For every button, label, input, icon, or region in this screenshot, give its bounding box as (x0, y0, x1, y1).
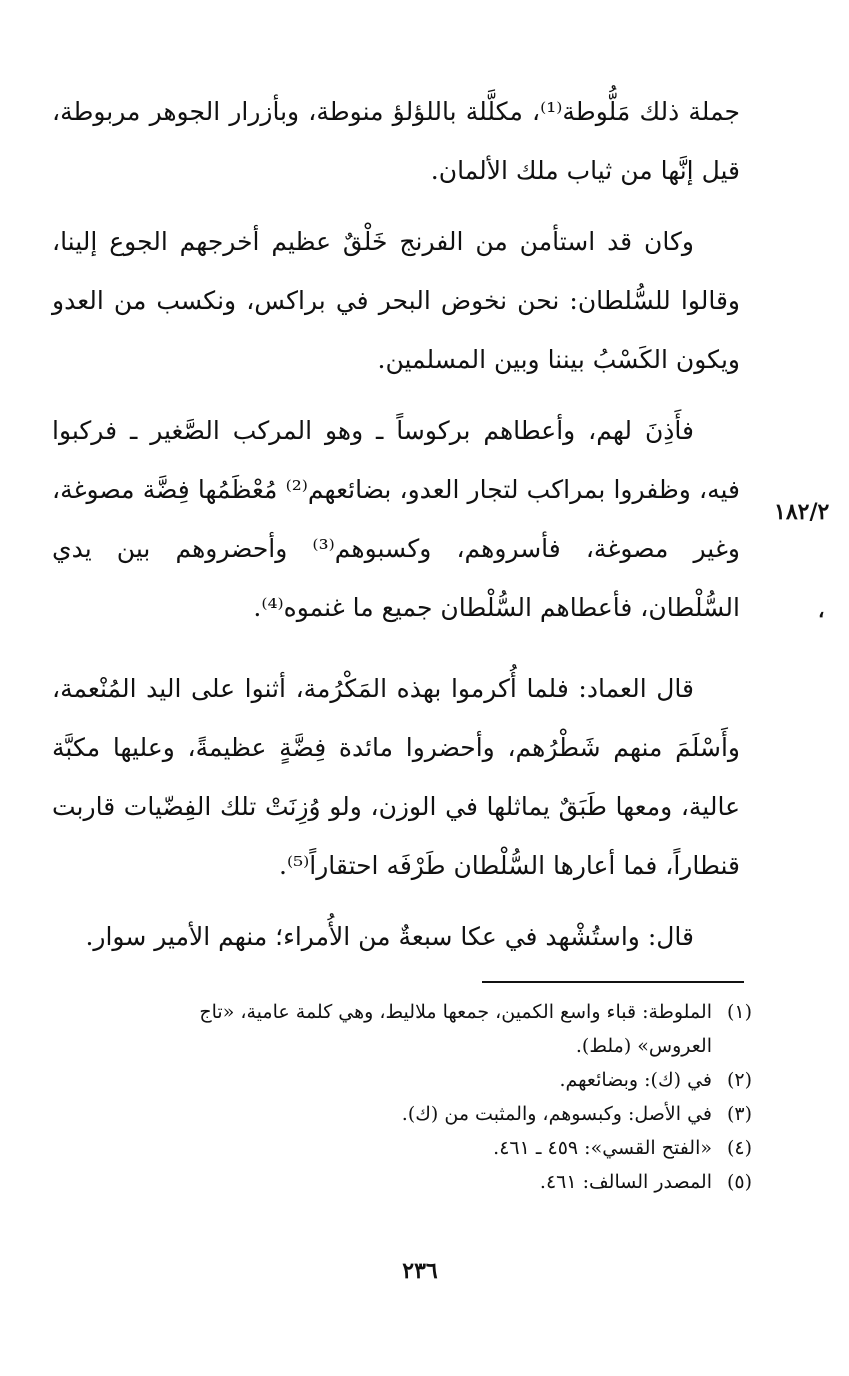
margin-mark: ، (818, 598, 825, 622)
footnote-text: الملوطة: قباء واسع الكمين، جمعها ملاليط، وهي كلمة عامية، «تاج (199, 1001, 712, 1023)
footnote-2 (52, 1063, 752, 1097)
paragraph-2: وكان قد استأمن من الفرنج خَلْقٌ عظيم أخرجهم الجوع إلينا، وقالوا للسُّلطان: نحن نخوض البحر في براكس، ونكسب من العدو ويكون الكَسْبُ بيننا وبين المسلمين. (52, 227, 740, 374)
footnote-number: (١) (726, 1001, 752, 1023)
footnotes (52, 995, 752, 1199)
footnote-number: (٢) (726, 1069, 752, 1091)
footnote-number: (٥) (726, 1171, 752, 1193)
page-number: ٢٣٦ (402, 1258, 438, 1284)
paragraph-1: جملة ذلك مَلُّوطة⁽¹⁾، مكلَّلة باللؤلؤ منوطة، وبأزرار الجوهر مربوطة، قيل إنَّها من ثياب ملك الألمان. (52, 97, 740, 185)
footnote-text: في (ك): وبضائعهم. (559, 1069, 712, 1091)
footnote-separator (482, 981, 744, 983)
footnote-1 (52, 995, 752, 1029)
margin-volume-page-reference: ١٨٢/٢ (774, 499, 830, 525)
footnote-number: (٤) (726, 1137, 752, 1159)
footnote-text: المصدر السالف: ٤٦١. (539, 1171, 712, 1193)
main-text (52, 82, 740, 966)
footnote-3 (52, 1097, 752, 1131)
paragraph-5: قال: واستُشْهد في عكا سبعةٌ من الأُمراء؛ منهم الأمير سوار. (85, 922, 694, 951)
footnote-text: العروس» (ملط). (575, 1035, 712, 1057)
footnote-5 (52, 1165, 752, 1199)
paragraph-3: فأَذِنَ لهم، وأعطاهم بركوساً ـ وهو المركب الصَّغير ـ فركبوا فيه، وظفروا بمراكب لتجار العدو، بضائعهم⁽²⁾ مُعْظَمُها فِضَّة مصوغة، وغير مصوغة، فأسروهم، وكسبوهم⁽³⁾ وأحضروهم بين يدي السُّلْطان، فأعطاهم السُّلْطان جميع ما غنموه⁽⁴⁾. (52, 416, 740, 622)
footnote-text: في الأصل: وكبسوهم، والمثبت من (ك). (401, 1103, 712, 1125)
footnote-text: «الفتح القسي»: ٤٥٩ ـ ٤٦١. (493, 1137, 712, 1159)
footnote-4 (52, 1131, 752, 1165)
paragraph-4: قال العماد: فلما أُكرموا بهذه المَكْرُمة، أثنوا على اليد المُنْعمة، وأَسْلَمَ منهم شَطْرُهم، وأحضروا مائدة فِضَّةٍ عظيمةً، وعليها مكبَّة عالية، ومعها طَبَقٌ يماثلها في الوزن، ولو وُزِنَتْ تلك الفِضّيات قاربت قنطاراً، فما أعارها السُّلْطان طَرْفَه احتقاراً⁽⁵⁾. (52, 674, 740, 880)
footnote-number: (٣) (726, 1103, 752, 1125)
footnote-1-continuation (52, 1029, 752, 1063)
